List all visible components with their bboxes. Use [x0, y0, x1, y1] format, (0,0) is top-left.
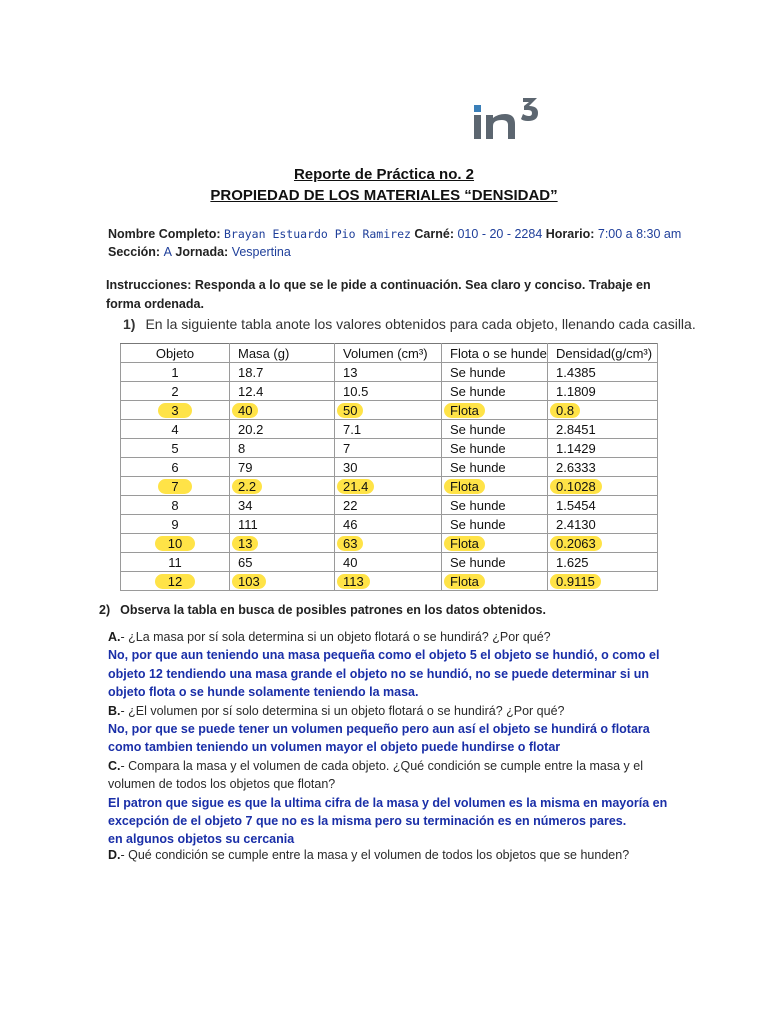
name-label: Nombre Completo: [108, 227, 221, 241]
cell-value: 40 [232, 403, 258, 418]
cell-value: 6 [171, 459, 179, 475]
cell-value: 103 [232, 574, 266, 589]
cell-value: 7 [343, 440, 351, 456]
cell-flota [442, 420, 548, 439]
cell-masa [230, 420, 335, 439]
cell-value: Se hunde [450, 554, 506, 570]
cell-value: Se hunde [450, 383, 506, 399]
cell-value: 79 [238, 459, 253, 475]
cell-value: 12 [155, 574, 195, 589]
cell-value: 0.8 [550, 403, 580, 418]
header-volumen: Volumen (cm³) [335, 344, 442, 363]
cell-volumen [335, 382, 442, 401]
cell-value: 63 [337, 536, 363, 551]
question-a [108, 628, 668, 646]
cell-masa [230, 477, 335, 496]
cell-densidad [548, 420, 658, 439]
cell-masa [230, 382, 335, 401]
cell-masa [230, 553, 335, 572]
answer-c-extra: en algunos objetos su cercania [108, 832, 295, 847]
cell-value: Se hunde [450, 440, 506, 456]
cell-flota [442, 477, 548, 496]
cell-value: 21.4 [337, 479, 374, 494]
cell-masa [230, 534, 335, 553]
cell-flota [442, 363, 548, 382]
cell-value: 9 [171, 516, 179, 532]
answer-a: No, por que aun teniendo una masa pequeña como el objeto 5 el objeto se hundió, o como el objeto 12 tendiendo una masa grande el objeto no se hundió, no se puede determinar si un objeto flota o se hunde solamente teniendo la masa. [108, 648, 660, 700]
cell-value: 0.1028 [550, 479, 602, 494]
cell-densidad [548, 401, 658, 420]
table-row [121, 401, 658, 420]
cell-value: 13 [232, 536, 258, 551]
question-c-text: - Compara la masa y el volumen de cada objeto. ¿Qué condición se cumple entre la masa y el volumen de todos los objetos que flotan? [108, 758, 643, 792]
cell-value: 13 [343, 364, 358, 380]
table-header-row [121, 344, 658, 363]
report-title: Reporte de Práctica no. 2 [293, 166, 475, 183]
letter-b: B. [108, 703, 121, 718]
cell-objeto [121, 496, 230, 515]
cell-value: 7.1 [343, 421, 362, 437]
cell-value: Flota [444, 574, 485, 589]
letter-a: A. [108, 630, 121, 644]
header-densidad: Densidad(g/cm³) [548, 344, 658, 363]
cell-value: 30 [343, 459, 358, 475]
cell-value: 1.625 [556, 554, 589, 570]
cell-value: 46 [343, 516, 358, 532]
cell-objeto [121, 458, 230, 477]
cell-value: 5 [171, 440, 179, 456]
cell-densidad [548, 458, 658, 477]
cell-flota [442, 439, 548, 458]
cell-flota [442, 382, 548, 401]
horario-value: 7:00 a 8:30 am [597, 227, 682, 241]
sub-questions [108, 628, 668, 849]
cell-volumen [335, 420, 442, 439]
cell-value: 111 [238, 516, 258, 532]
table-row [121, 363, 658, 382]
question-1-text: En la siguiente tabla anote los valores obtenidos para cada objeto, llenando cada casilla. [145, 316, 696, 332]
cell-value: 22 [343, 497, 358, 513]
cell-value: Flota [444, 536, 485, 551]
cell-value: 40 [343, 554, 358, 570]
cell-masa [230, 515, 335, 534]
cell-volumen [335, 553, 442, 572]
instructions: Instrucciones: Responda a lo que se le pide a continuación. Sea claro y conciso. Trabaje en forma ordenada. [106, 278, 651, 311]
letter-c: C. [108, 758, 121, 773]
cell-masa [230, 439, 335, 458]
table-row [121, 534, 658, 553]
cell-volumen [335, 401, 442, 420]
cell-value: 2.6333 [556, 459, 596, 475]
header-flota: Flota o se hunde [442, 344, 548, 363]
cell-value: 8 [171, 497, 179, 513]
table-row [121, 382, 658, 401]
question-a-text: - ¿La masa por sí sola determina si un objeto flotará o se hundirá? ¿Por qué? [120, 630, 551, 644]
table-row [121, 420, 658, 439]
name-value: Brayan Estuardo Pio Ramirez [223, 227, 411, 241]
cell-value: 2.2 [232, 479, 262, 494]
cell-masa [230, 401, 335, 420]
table-row [121, 477, 658, 496]
cell-flota [442, 572, 548, 591]
horario-label: Horario: [545, 227, 595, 241]
cell-objeto [121, 401, 230, 420]
cell-densidad [548, 496, 658, 515]
cell-masa [230, 363, 335, 382]
table-row [121, 439, 658, 458]
letter-d: D. [108, 848, 121, 862]
table-row [121, 515, 658, 534]
question-1-number: 1) [123, 316, 136, 332]
question-2 [99, 603, 546, 617]
student-info-line2 [108, 245, 291, 259]
cell-value: Se hunde [450, 459, 506, 475]
question-d [108, 846, 668, 864]
cell-objeto [121, 382, 230, 401]
cell-value: 7 [158, 479, 191, 494]
question-b [108, 702, 668, 720]
sub-question-d [108, 846, 668, 864]
cell-objeto [121, 515, 230, 534]
table-body [121, 363, 658, 591]
cell-value: 113 [337, 574, 370, 589]
cell-value: 2.8451 [556, 421, 596, 437]
cell-volumen [335, 534, 442, 553]
cell-value: 65 [238, 554, 253, 570]
question-2-number: 2) [99, 603, 111, 617]
sub-question-a [108, 628, 668, 702]
cell-flota [442, 534, 548, 553]
cell-objeto [121, 572, 230, 591]
cell-value: Flota [444, 403, 485, 418]
cell-flota [442, 553, 548, 572]
table-row [121, 496, 658, 515]
table-row [121, 458, 658, 477]
cell-value: 2 [171, 383, 179, 399]
cell-densidad [548, 477, 658, 496]
cell-volumen [335, 496, 442, 515]
answer-c: El patron que sigue es que la ultima cifra de la masa y del volumen es la misma en mayoría en excepción de el objeto 7 que no es la misma pero su terminación es en números pares. [108, 795, 668, 829]
cell-volumen [335, 439, 442, 458]
header-masa: Masa (g) [230, 344, 335, 363]
answer-b: No, por que se puede tener un volumen pequeño pero aun así el objeto se hundirá o flotara como tambien teniendo un volumen mayor el objeto puede hundirse o flotar [108, 722, 650, 755]
cell-value: Se hunde [450, 516, 506, 532]
cell-value: Se hunde [450, 364, 506, 380]
seccion-label: Sección: [108, 245, 161, 259]
cell-value: 1.1809 [556, 383, 596, 399]
cell-value: 20.2 [238, 421, 264, 437]
report-subtitle: PROPIEDAD DE LOS MATERIALES “DENSIDAD” [210, 187, 558, 204]
cell-densidad [548, 515, 658, 534]
cell-masa [230, 496, 335, 515]
cell-masa [230, 458, 335, 477]
cell-value: 11 [168, 554, 182, 570]
in3-logo [471, 92, 555, 142]
cell-flota [442, 458, 548, 477]
carne-value: 010 - 20 - 2284 [457, 227, 543, 241]
cell-value: 18.7 [238, 364, 264, 380]
cell-objeto [121, 553, 230, 572]
cell-densidad [548, 363, 658, 382]
table-row [121, 572, 658, 591]
cell-value: 0.9115 [550, 574, 601, 589]
cell-volumen [335, 515, 442, 534]
seccion-value: A [163, 245, 172, 259]
cell-flota [442, 401, 548, 420]
cell-objeto [121, 477, 230, 496]
carne-label: Carné: [414, 227, 454, 241]
cell-value: 1.5454 [556, 497, 596, 513]
cell-densidad [548, 534, 658, 553]
cell-value: 10 [155, 536, 195, 551]
question-c [108, 757, 668, 794]
cell-objeto [121, 534, 230, 553]
question-1 [123, 316, 696, 332]
student-info-line1 [108, 227, 681, 241]
cell-value: 50 [337, 403, 363, 418]
cell-value: 4 [171, 421, 179, 437]
sub-question-b [108, 702, 668, 757]
cell-value: 0.2063 [550, 536, 602, 551]
table-row [121, 553, 658, 572]
cell-value: Se hunde [450, 421, 506, 437]
cell-densidad [548, 439, 658, 458]
cell-volumen [335, 458, 442, 477]
cell-value: 1.4385 [556, 364, 596, 380]
cell-objeto [121, 363, 230, 382]
jornada-label: Jornada: [175, 245, 229, 259]
question-2-text: Observa la tabla en busca de posibles patrones en los datos obtenidos. [120, 603, 546, 617]
cell-objeto [121, 420, 230, 439]
sub-question-c [108, 757, 668, 849]
cell-objeto [121, 439, 230, 458]
jornada-value: Vespertina [231, 245, 291, 259]
cell-value: 3 [158, 403, 191, 418]
cell-volumen [335, 477, 442, 496]
cell-flota [442, 496, 548, 515]
question-d-text: - Qué condición se cumple entre la masa y el volumen de todos los objetos que se hunden? [120, 848, 630, 862]
cell-value: 34 [238, 497, 253, 513]
cell-value: 1.1429 [556, 440, 596, 456]
cell-densidad [548, 572, 658, 591]
cell-value: 8 [238, 440, 246, 456]
cell-densidad [548, 382, 658, 401]
cell-volumen [335, 363, 442, 382]
cell-value: 12.4 [238, 383, 264, 399]
cell-value: Flota [444, 479, 485, 494]
cell-volumen [335, 572, 442, 591]
cell-masa [230, 572, 335, 591]
cell-value: 1 [171, 364, 179, 380]
cell-flota [442, 515, 548, 534]
cell-value: 10.5 [343, 383, 369, 399]
cell-value: Se hunde [450, 497, 506, 513]
header-objeto: Objeto [121, 344, 230, 363]
cell-value: 2.4130 [556, 516, 596, 532]
density-table [120, 343, 658, 591]
cell-densidad [548, 553, 658, 572]
question-b-text: - ¿El volumen por sí solo determina si un objeto flotará o se hundirá? ¿Por qué? [120, 703, 565, 718]
